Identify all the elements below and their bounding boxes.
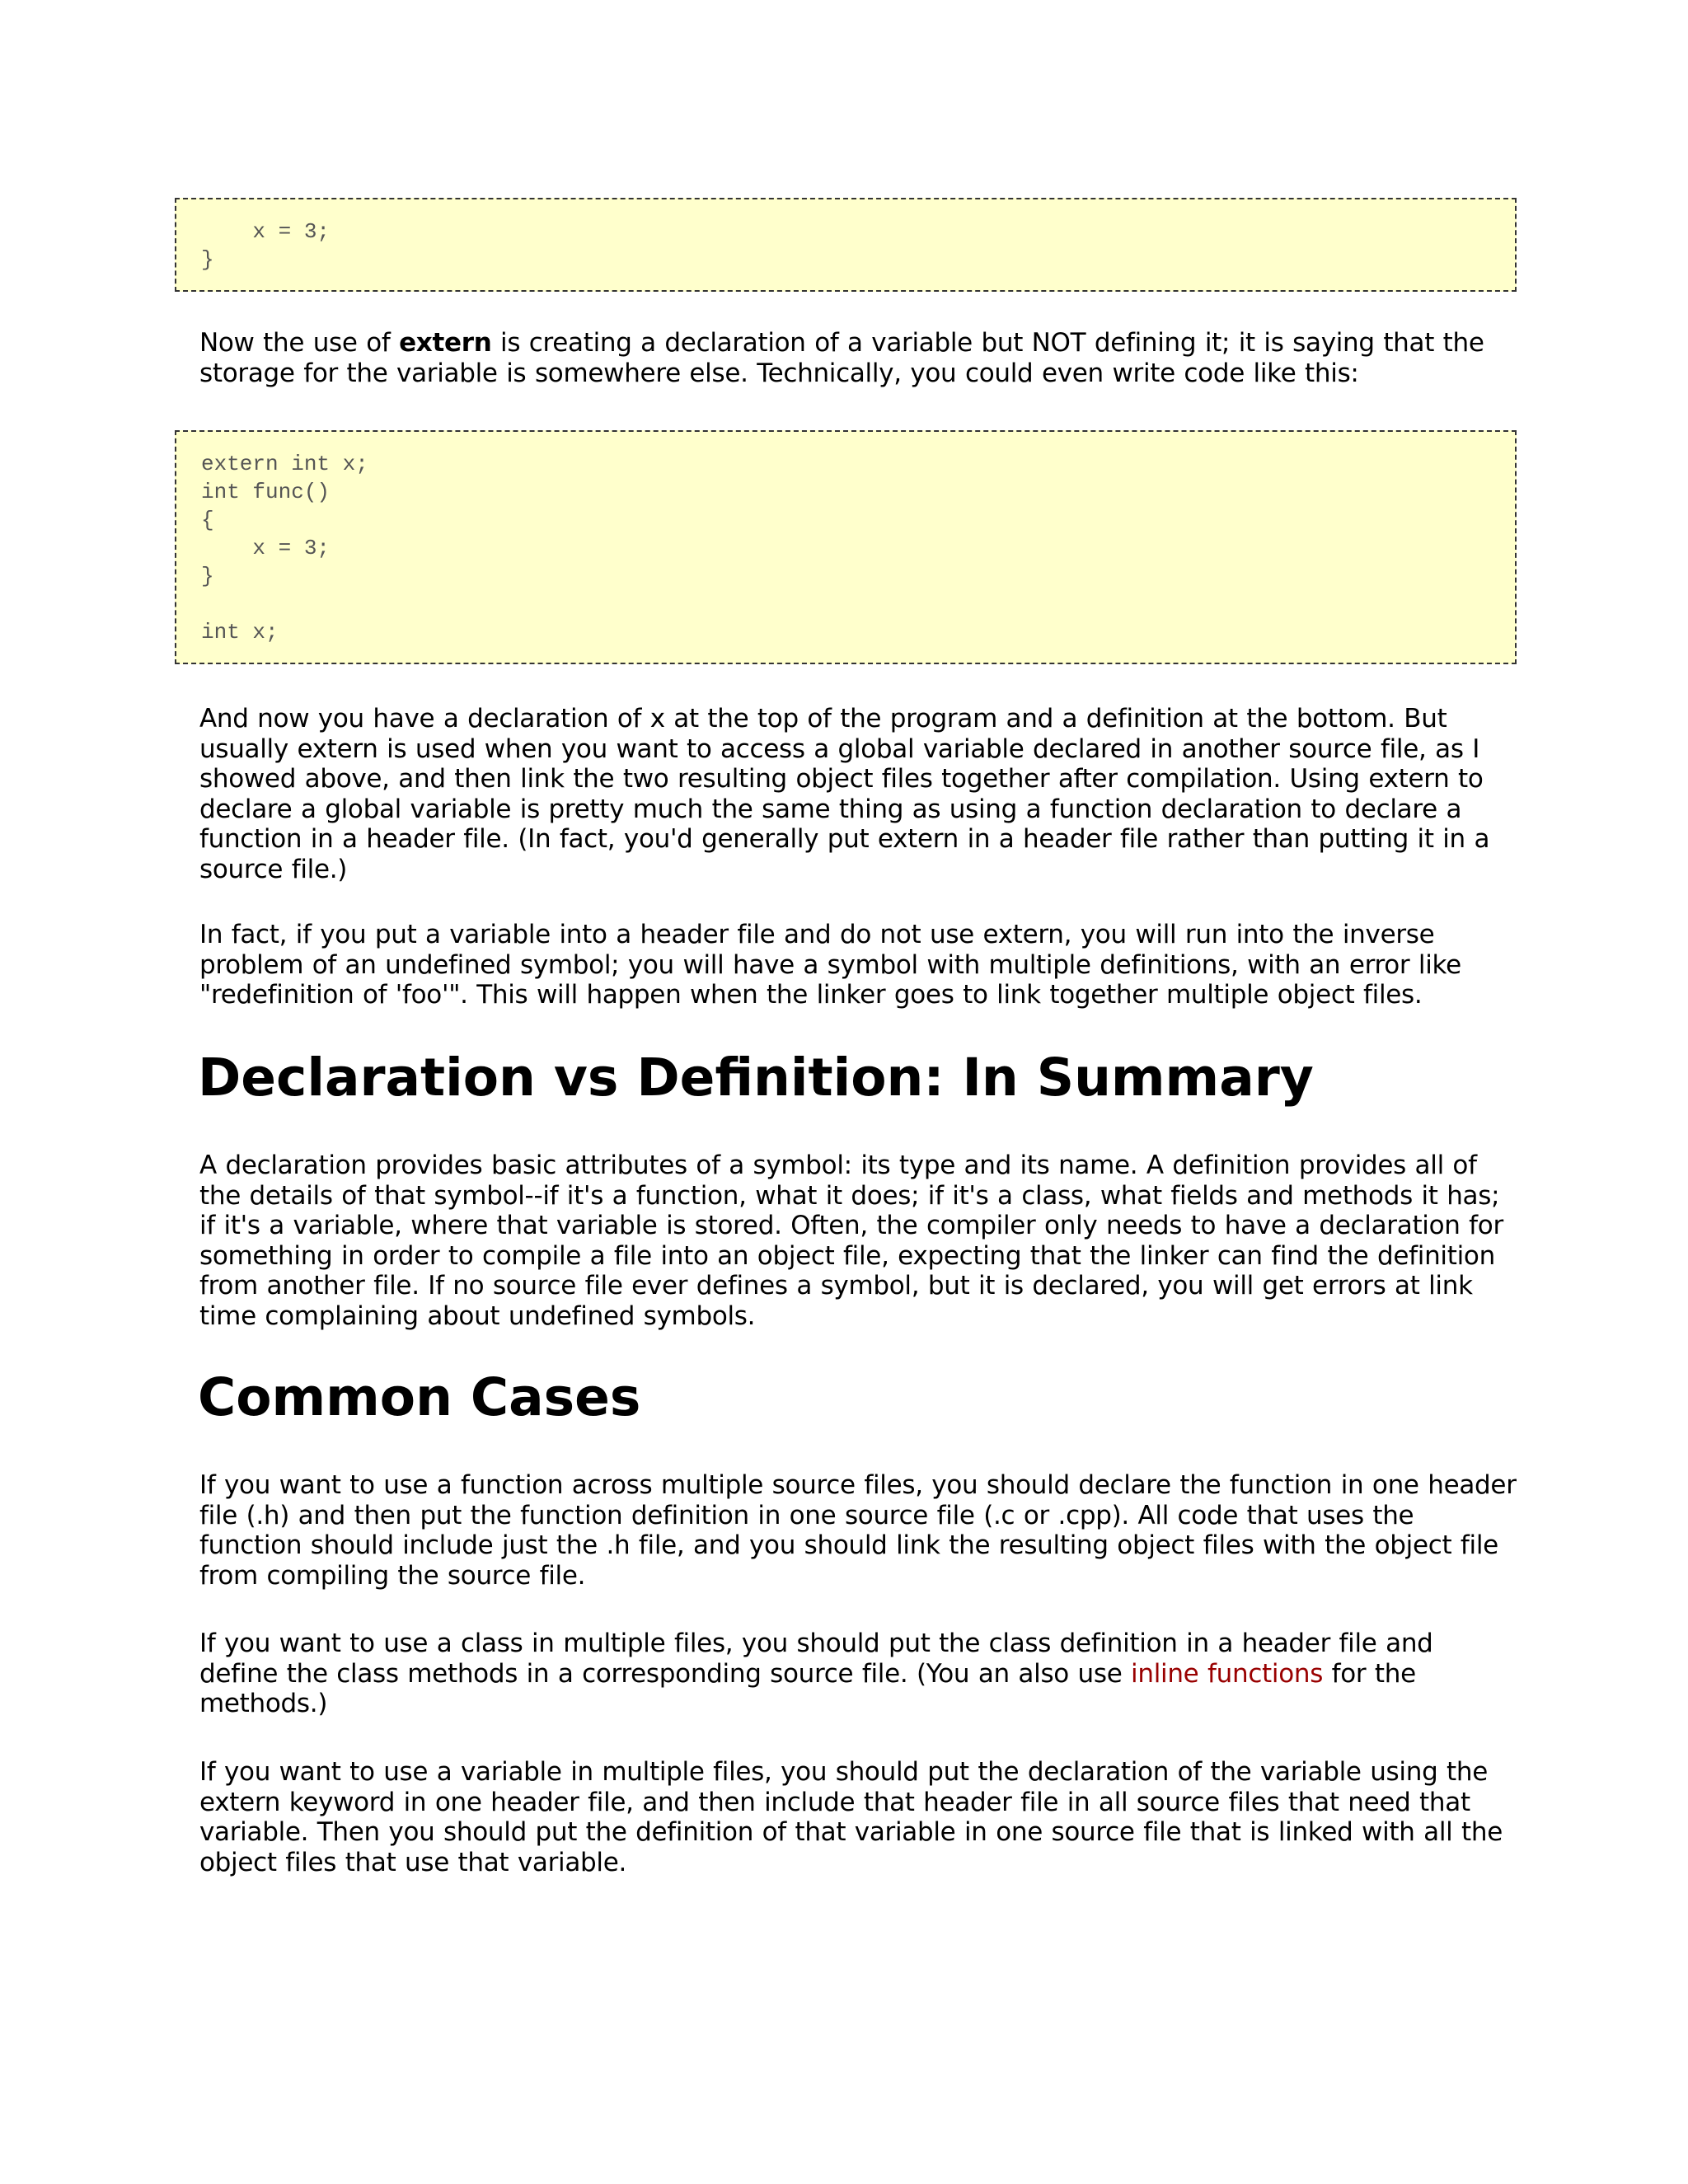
extern-intro-text-end: is creating a declaration of a variable but NOT defining it; it is saying that the storage for the variable is somewhere else. Technically, you could even write code like this: bbox=[199, 328, 1484, 388]
extern-keyword: extern bbox=[399, 328, 492, 358]
paragraph-functions-case: If you want to use a function across multiple source files, you should declare the function in one header file (.h) and then put the function definition in one source file (.c or .cpp). All code that uses the function should include just the .h file, and you should link the resulting object files with the object file from compiling the source file. bbox=[199, 1470, 1517, 1591]
class-case-text-end: for the methods.) bbox=[199, 1658, 1416, 1718]
paragraph-in-fact: In fact, if you put a variable into a header file and do not use extern, you will run into the inverse problem of an undefined symbol; you will have a symbol with multiple definitions, with an error like "redefinition of 'foo'". This will happen when the linker goes to link together multiple object files. bbox=[199, 920, 1461, 1010]
paragraph-summary: A declaration provides basic attributes of a symbol: its type and its name. A definition provides all of the details of that symbol--if it's a function, what it does; if it's a class, what fields and methods it has; if it's a variable, where that variable is stored. Often, the compiler only needs to have a declaration for something in order to compile a file into an object file, expecting that the linker can find the definition from another file. If no source file ever defines a symbol, but it is declared, you will get errors at link time complaining about undefined symbols. bbox=[199, 1151, 1503, 1331]
paragraph-variable-case: If you want to use a variable in multiple files, you should put the declaration of the variable using the extern keyword in one header file, and then include that header file in all source files that need that variable. Then you should put the definition of that variable in one source file that is linked with all the object files that use that variable. bbox=[199, 1757, 1503, 1877]
inline-functions-link[interactable]: inline functions bbox=[1131, 1658, 1324, 1689]
code-block-extern-example: extern int x; int func() { x = 3; } int x; bbox=[175, 430, 1517, 664]
class-case-text-start: If you want to use a class in multiple files, you should put the class definition in a header file and define the class methods in a corresponding source file. (You an also use bbox=[199, 1629, 1433, 1689]
code-block-assignment: x = 3; } bbox=[175, 198, 1517, 292]
heading-common-cases: Common Cases bbox=[198, 1367, 641, 1427]
heading-summary: Declaration vs Definition: In Summary bbox=[198, 1047, 1314, 1108]
extern-intro-text-start: Now the use of bbox=[199, 328, 400, 358]
paragraph-declaration-of-x: And now you have a declaration of x at the top of the program and a definition at the bottom. But usually extern is used when you want to access a global variable declared in another source file, as I showed above, and then link the two resulting object files together after compilation. Using extern to declare a global variable is pretty much the same thing as using a function declaration to declare a function in a header file. (In fact, you'd generally put extern in a header file rather than putting it in a source file.) bbox=[199, 704, 1490, 884]
paragraph-class-case bbox=[199, 1629, 1518, 1719]
paragraph-extern-intro bbox=[199, 328, 1518, 388]
